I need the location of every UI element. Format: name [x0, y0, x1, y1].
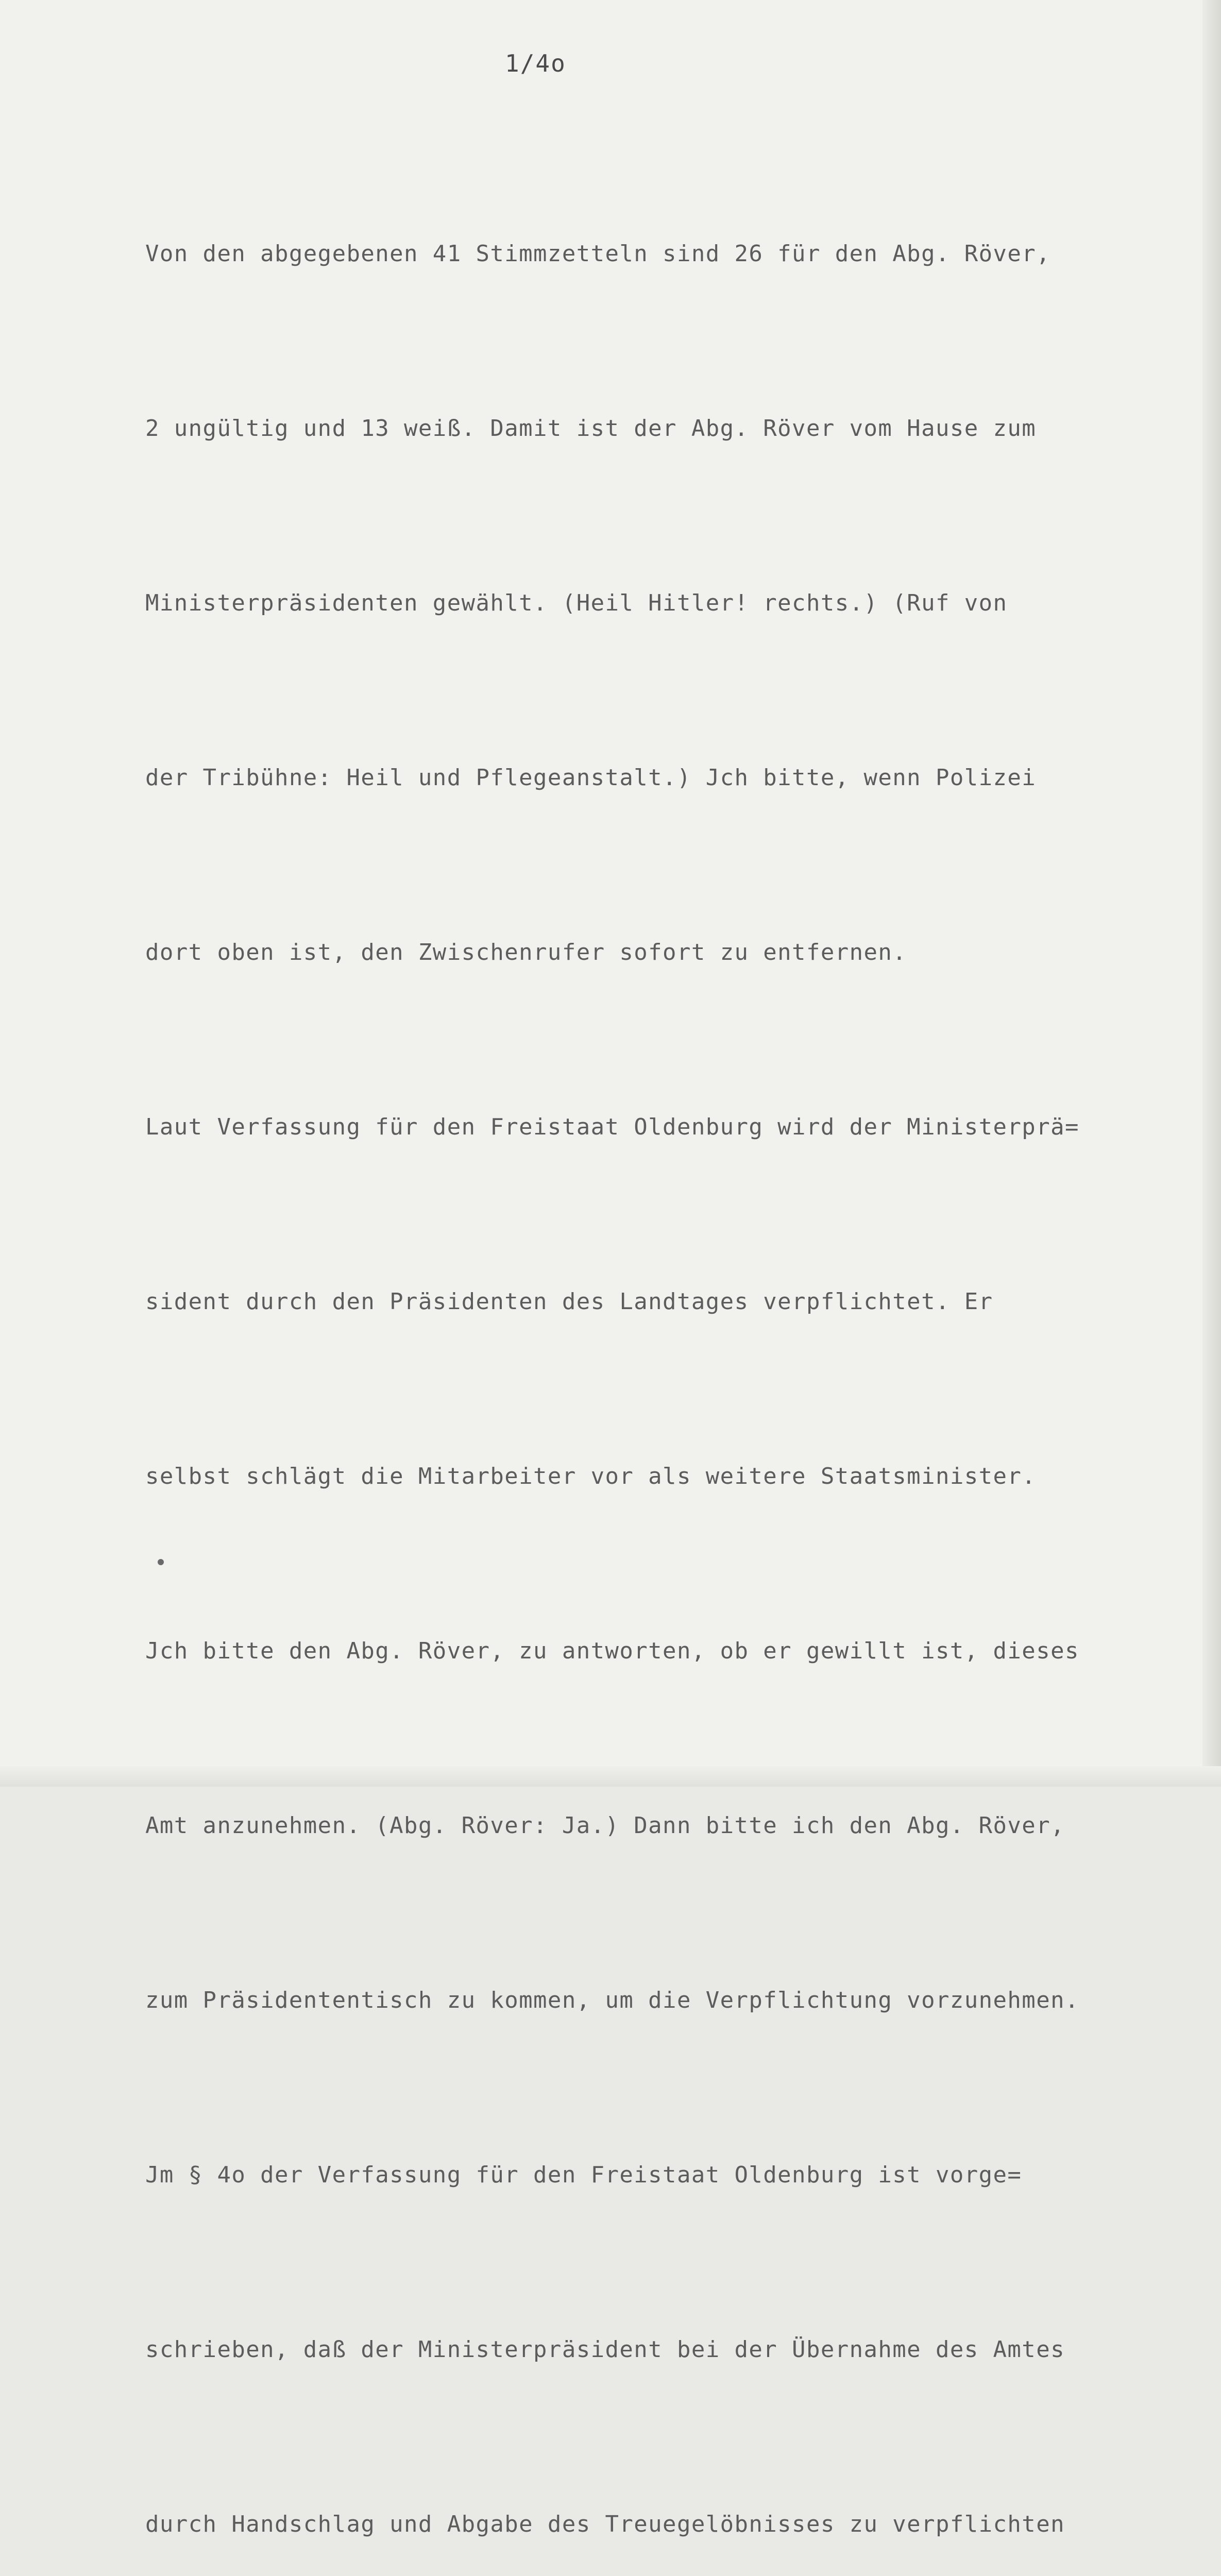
text-line: 2 ungültig und 13 weiß. Damit ist der Abg. Röver vom Hause zum	[145, 415, 1037, 442]
page-number: 1/4o	[505, 49, 566, 77]
text-line: sident durch den Präsidenten des Landtages verpflichtet. Er	[145, 1289, 993, 1315]
text-line: durch Handschlag und Abgabe des Treuegelöbnisses zu verpflichten	[145, 2511, 1065, 2537]
text-line: Jch bitte den Abg. Röver, zu antworten, ob er gewillt ist, dieses	[145, 1638, 1079, 1664]
text-line: Laut Verfassung für den Freistaat Oldenburg wird der Ministerprä=	[145, 1114, 1079, 1140]
text-line: Amt anzunehmen. (Abg. Röver: Ja.) Dann bitte ich den Abg. Röver,	[145, 1812, 1065, 1839]
text-line: dort oben ist, den Zwischenrufer sofort zu entfernen.	[145, 939, 907, 965]
text-line: Von den abgegebenen 41 Stimmzetteln sind 26 für den Abg. Röver,	[145, 241, 1051, 267]
text-line: Ministerpräsidenten gewählt. (Heil Hitler! rechts.) (Ruf von	[145, 590, 1008, 616]
typed-text-body	[145, 108, 1217, 2576]
text-line: schrieben, daß der Ministerpräsident bei der Übernahme des Amtes	[145, 2336, 1065, 2363]
text-line: Jm § 4o der Verfassung für den Freistaat Oldenburg ist vorge=	[145, 2162, 1022, 2188]
ink-speck	[158, 1559, 164, 1565]
text-line: der Tribühne: Heil und Pflegeanstalt.) Jch bitte, wenn Polizei	[145, 765, 1037, 791]
text-line: zum Präsidententisch zu kommen, um die Verpflichtung vorzunehmen.	[145, 1987, 1079, 2013]
text-line: selbst schlägt die Mitarbeiter vor als weitere Staatsminister.	[145, 1463, 1037, 1489]
